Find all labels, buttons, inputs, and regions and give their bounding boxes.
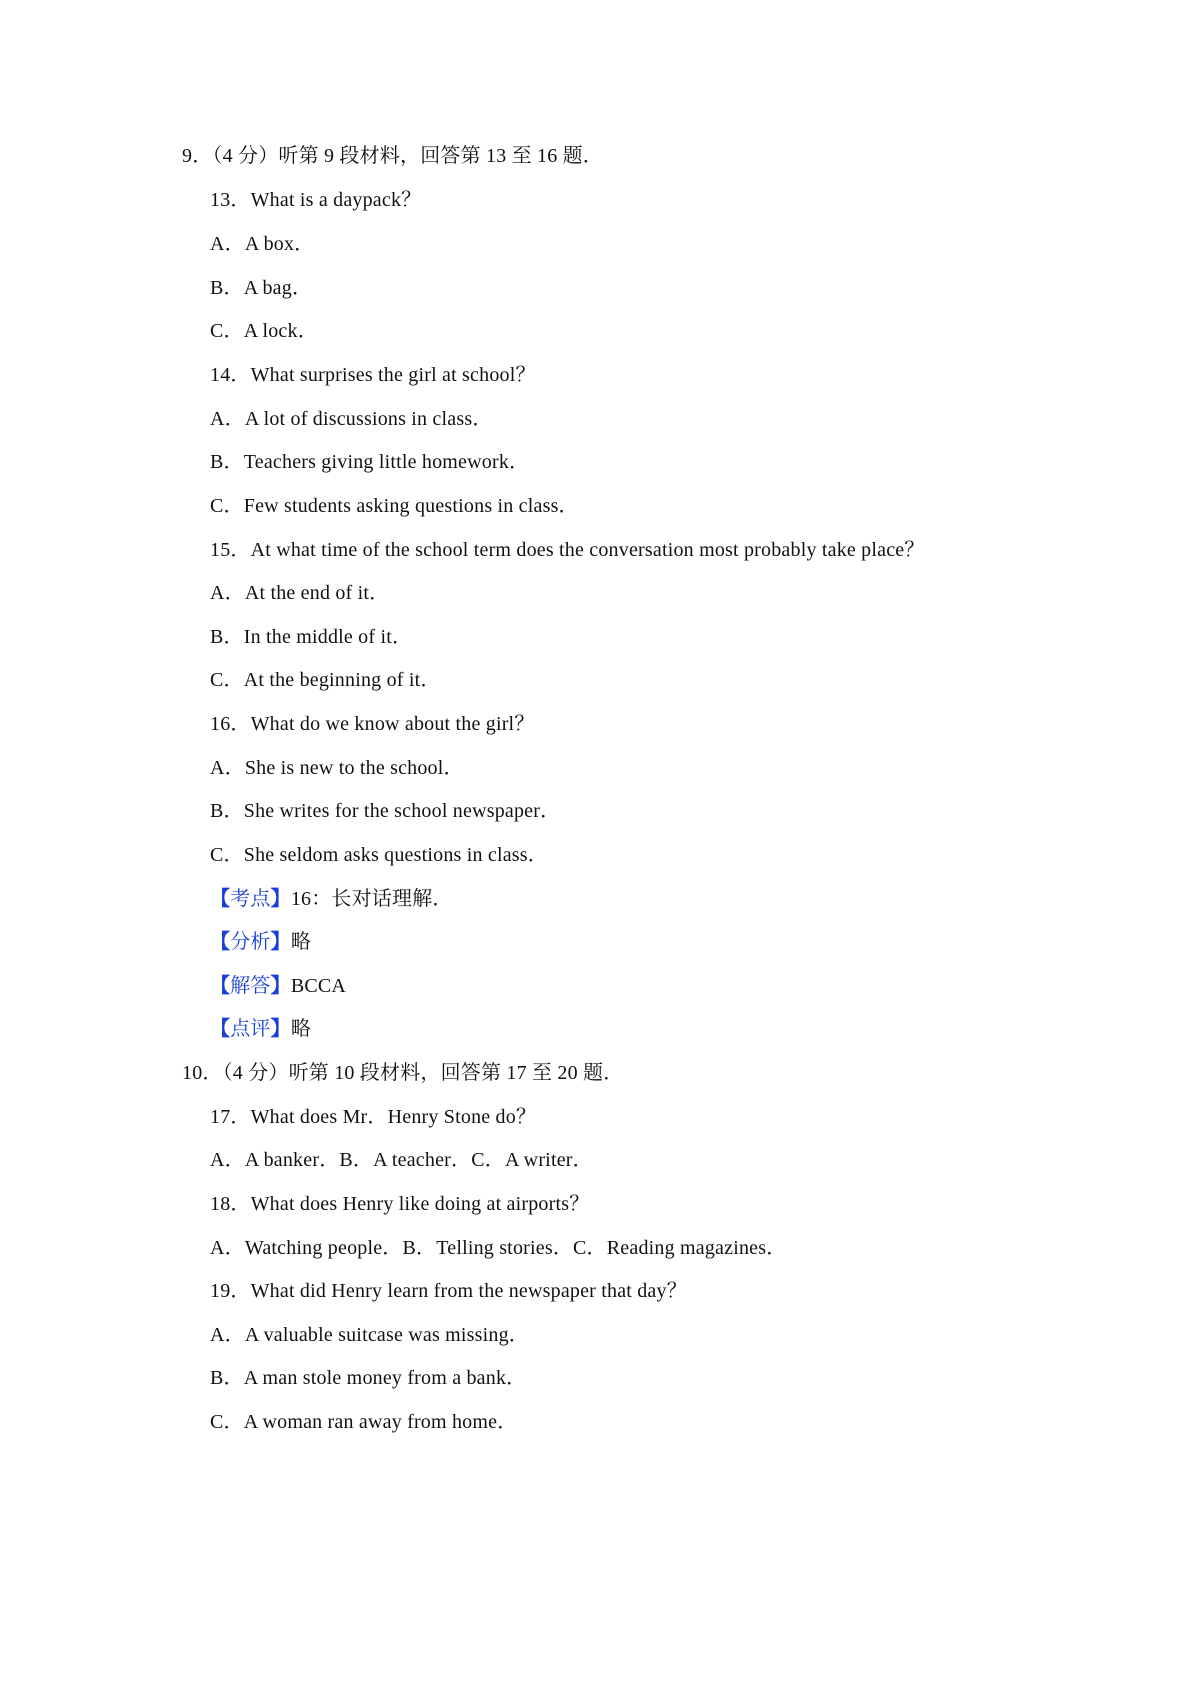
question-19-text: 19．What did Henry learn from the newspaper that day？: [210, 1280, 687, 1302]
analysis-text: BCCA: [290, 975, 347, 997]
question-15-option-b: B．In the middle of it．: [210, 626, 413, 648]
question-9-header: 9．（4 分）听第 9 段材料，回答第 13 至 16 题．: [182, 145, 603, 167]
analysis-dianping: [210, 1016, 311, 1042]
question-15-option-c: C．At the beginning of it．: [210, 669, 441, 691]
question-19-option-b: B．A man stole money from a bank．: [210, 1367, 527, 1389]
question-18-text: 18．What does Henry like doing at airports？: [210, 1193, 590, 1215]
question-14-text: 14．What surprises the girl at school？: [210, 364, 536, 386]
question-16-text: 16．What do we know about the girl？: [210, 713, 535, 735]
question-13-option-b: B．A bag．: [210, 277, 313, 299]
question-19-option-c: C．A woman ran away from home．: [210, 1411, 518, 1433]
question-16-option-b: B．She writes for the school newspaper．: [210, 800, 561, 822]
analysis-text: 略: [290, 931, 312, 953]
question-13-text: 13．What is a daypack？: [210, 189, 422, 211]
analysis-text: 16：长对话理解．: [290, 888, 453, 910]
question-14-option-a: A．A lot of discussions in class．: [210, 408, 493, 430]
analysis-tag: 【考点】: [210, 888, 291, 910]
question-15-text: 15．At what time of the school term does the conversation most probably take place？: [210, 539, 925, 561]
analysis-jieda: [210, 973, 346, 999]
analysis-text: 略: [290, 1018, 312, 1040]
analysis-tag: 【点评】: [210, 1018, 291, 1040]
question-10-header: 10．（4 分）听第 10 段材料，回答第 17 至 20 题．: [182, 1062, 624, 1084]
question-17-text: 17．What does Mr．Henry Stone do？: [210, 1106, 537, 1128]
question-17-options: A．A banker．B．A teacher．C．A writer．: [210, 1149, 593, 1171]
analysis-tag: 【解答】: [210, 975, 291, 997]
analysis-kaodian: [210, 886, 453, 912]
question-13-option-a: A．A box．: [210, 233, 315, 255]
question-18-options: A．Watching people．B．Telling stories．C．Reading magazines．: [210, 1237, 787, 1259]
question-16-option-c: C．She seldom asks questions in class．: [210, 844, 548, 866]
analysis-tag: 【分析】: [210, 931, 291, 953]
question-13-option-c: C．A lock．: [210, 320, 318, 342]
question-15-option-a: A．At the end of it．: [210, 582, 390, 604]
analysis-fenxi: [210, 929, 311, 955]
question-16-option-a: A．She is new to the school．: [210, 757, 464, 779]
question-19-option-a: A．A valuable suitcase was missing．: [210, 1324, 529, 1346]
question-14-option-b: B．Teachers giving little homework．: [210, 451, 530, 473]
question-14-option-c: C．Few students asking questions in class．: [210, 495, 579, 517]
